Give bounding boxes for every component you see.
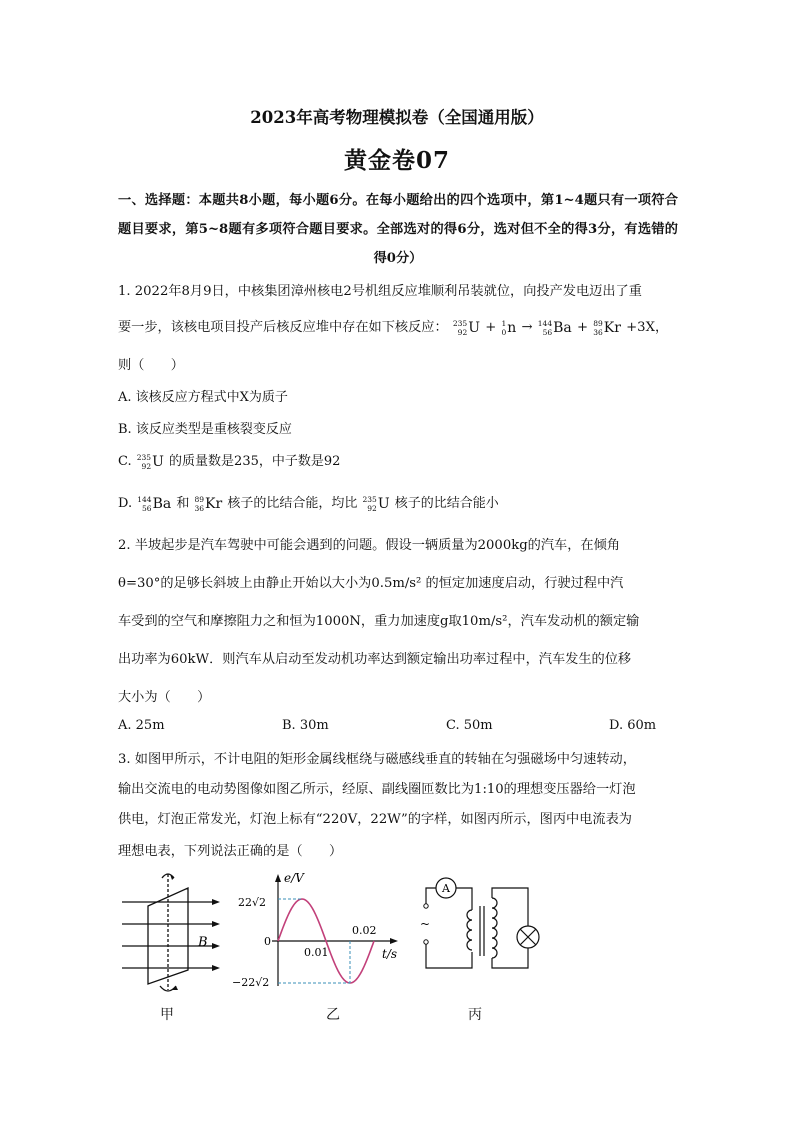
q2-line3: 车受到的空气和摩擦阻力之和恒为1000N，重力加速度g取10m/s²，汽车发动机的额定输 [118,614,640,629]
q1-stem-text: 要一步，该核电项目投产后核反应堆中存在如下核反应： [118,320,448,335]
q3-line1: 3. 如图甲所示，不计电阻的矩形金属线框绕与磁感线垂直的转轴在匀强磁场中匀速转动， [118,752,636,767]
q2-line2: θ=30°的足够长斜坡上由静止开始以大小为0.5m/s² 的恒定加速度启动，行驶过程中汽 [118,576,624,591]
caption-jia: 甲 [160,1007,174,1023]
q3-line3: 供电，灯泡正常发光，灯泡上标有“220V，22W”的字样，如图丙所示，图丙中电流表为 [118,812,632,827]
y-tick-zero: 0 [264,935,271,948]
ac-source-icon: ~ [420,917,431,931]
exam-title: 2023年高考物理模拟卷（全国通用版） [250,108,544,127]
secondary-coil [492,898,497,958]
x-axis-label: t/s [382,947,398,961]
q1-option-c: C. 235 92U 的质量数是235，中子数是92 [118,452,341,471]
figure-jia-coil [112,866,230,996]
q2-line1: 2. 半坡起步是汽车驾驶中可能会遇到的问题。假设一辆质量为2000kg的汽车，在倾角 [118,538,620,553]
q1-option-a: A. 该核反应方程式中X为质子 [118,390,288,405]
nuclide-u235: 235 92U [452,318,481,337]
primary-wire-left-top [426,888,436,906]
caption-yi: 乙 [326,1007,340,1023]
q1-stem-line2 [118,316,668,337]
secondary-wire-bottom [492,948,528,968]
q1-stem-line3: 则（ ） [118,358,184,373]
q2-option-d: D. 60m [609,718,657,733]
y-tick-bottom: −22√2 [232,976,270,989]
secondary-wire-top [492,888,528,926]
ammeter-label: A [442,882,450,895]
figure-bing-transformer [418,872,578,982]
nuclide-kr89: 89 36Kr [593,318,621,337]
nuclide-neutron: 1 0n [501,318,517,337]
q2-option-a: A. 25m [118,718,165,733]
q1-stem-line1: 1. 2022年8月9日，中核集团漳州核电2号机组反应堆顺利吊装就位，向投产发电迈出了重 [118,284,642,299]
y-tick-top: 22√2 [238,896,267,909]
nuclide-ba144: 144 56Ba [537,318,572,337]
paper-subtitle: 黄金卷07 [343,147,450,174]
x-tick-002: 0.02 [352,924,377,937]
q3-line4: 理想电表，下列说法正确的是（ ） [118,844,343,859]
q2-option-c: C. 50m [446,718,493,733]
q3-line2: 输出交流电的电动势图像如图乙所示，经原、副线圈匝数比为1:10的理想变压器给一灯泡 [118,782,636,797]
caption-bing: 丙 [468,1007,482,1023]
primary-wire-right-top [456,888,472,910]
field-label-b: B [198,935,208,950]
x-tick-001: 0.01 [304,946,329,959]
primary-coil [467,910,472,950]
q1-option-d: D. 144 56Ba 和 89 36Kr 核子的比结合能，均比 235 92U 核子的比结合能小 [118,494,499,513]
q2-option-b: B. 30m [282,718,329,733]
primary-wire-bottom [426,942,472,968]
y-axis-label: e/V [284,871,304,885]
reaction-equation: 235 92U + 1 0n → 144 56Ba + 89 36Kr +3X， [452,318,669,337]
q1-option-b: B. 该反应类型是重核裂变反应 [118,422,292,437]
q2-line5: 大小为（ ） [118,690,211,705]
section-instructions: 一、选择题：本题共8小题，每小题6分。在每小题给出的四个选项中，第1~4题只有一项符合题目要求，第5~8题有多项符合题目要求。全部选对的得6分，选对但不全的得3分，有选错的得0分） [118,193,678,266]
figure-yi-emf-graph [232,866,402,996]
q2-line4: 出功率为60kW．则汽车从启动至发动机功率达到额定输出功率过程中，汽车发生的位移 [118,652,632,667]
